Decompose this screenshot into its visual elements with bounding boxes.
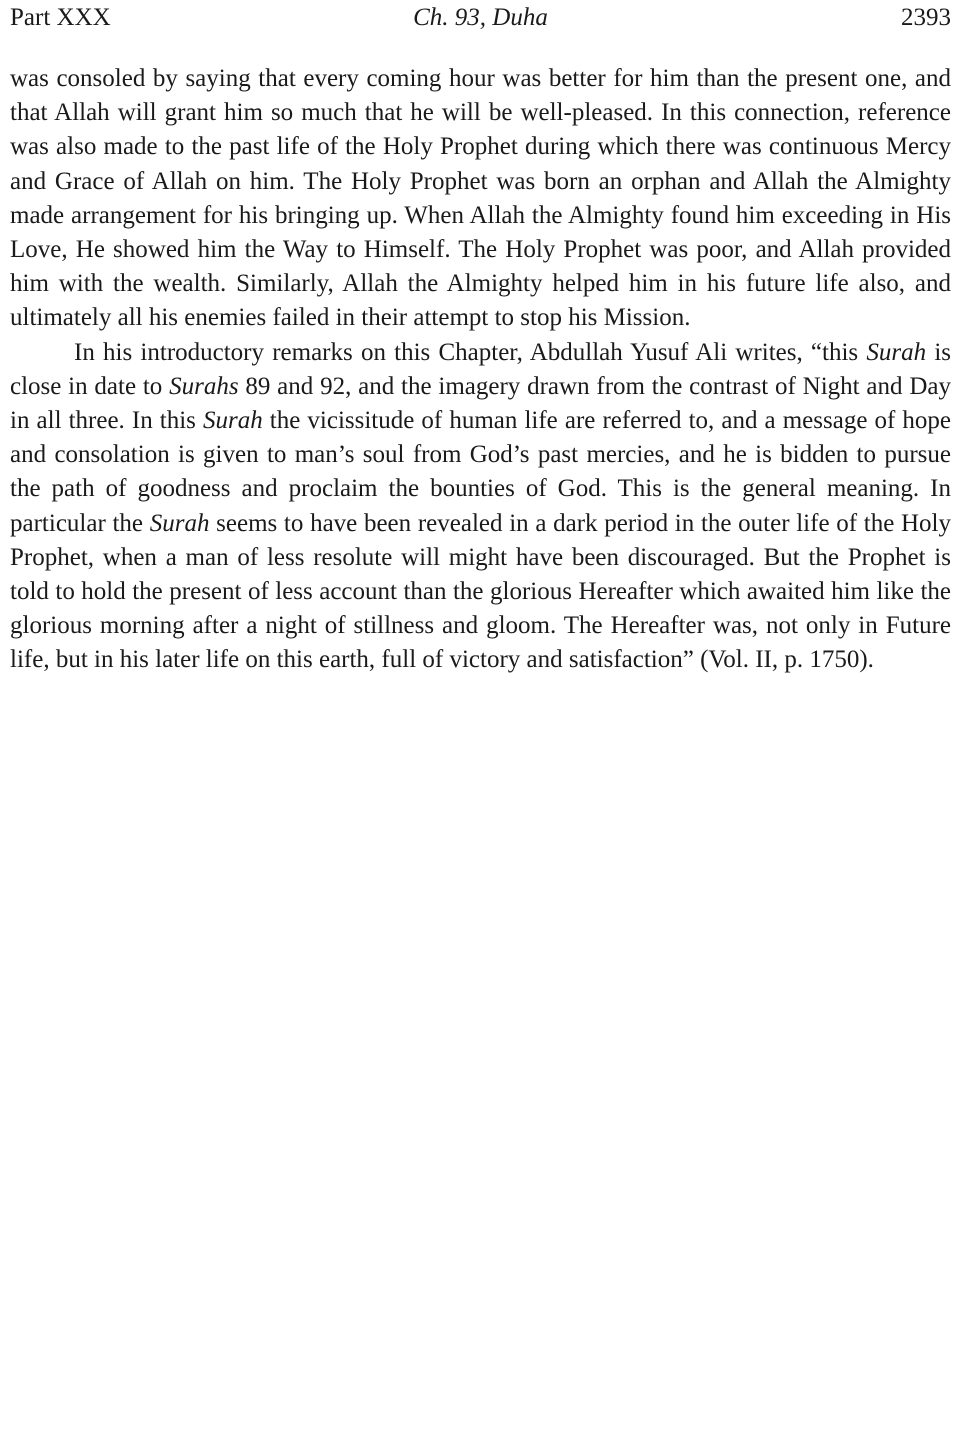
paragraph-2 [10,336,951,678]
paragraph-text: seems to have been revealed in a dark period in the outer life of the Holy Prophet, when a man of less resolute will might have been discouraged. But the Prophet is told to hold the present of less account than the glorious Hereafter which awaited him like the glorious morning after a night of stillness and gloom. The Hereafter was, not only in Future life, but in his later life on this earth, full of victory and satisfaction” (Vol. II, p. 1750). [10,509,951,674]
italic-term: Surah [202,407,263,435]
page-number: 2393 [901,4,951,31]
paragraph-text: the vicissitude of human life are referred to, and a message of hope and consolation is given to man’s soul from God’s past mercies, and he is bidden to pursue the path of goodness and proclaim the bounties of God. This is the general meaning. In particular the [10,407,951,537]
italic-term: Surah [866,338,927,366]
chapter-title: Ch. 93, Duha [413,4,548,31]
paragraph-text: is close in date to [10,338,951,400]
paragraph-1 [10,62,951,336]
italic-term: Surah [149,509,210,537]
book-page [10,0,951,678]
paragraph-text: was consoled by saying that every coming hour was better for him than the present one, and that Allah will grant him so much that he will be well-pleased. In this connection, reference was also made to the past life of the Holy Prophet during which there was continuous Mercy and Grace of Allah on him. The Holy Prophet was born an orphan and Allah the Almighty made arrangement for his bringing up. When Allah the Almighty found him exceeding in His Love, He showed him the Way to Himself. The Holy Prophet was poor, and Allah provided him with the wealth. Similarly, Allah the Almighty helped him in his future life also, and ultimately all his enemies failed in their attempt to stop his Mission. [10,65,951,332]
italic-term: Surahs [169,372,239,400]
paragraph-text: 89 and 92, and the imagery drawn from the contrast of Night and Day in all three. In this [10,372,951,435]
part-label: Part XXX [10,4,111,31]
running-header [10,0,951,36]
paragraph-text: In his introductory remarks on this Chapter, Abdullah Yusuf Ali writes, “this [74,338,867,366]
body-text [10,62,951,678]
